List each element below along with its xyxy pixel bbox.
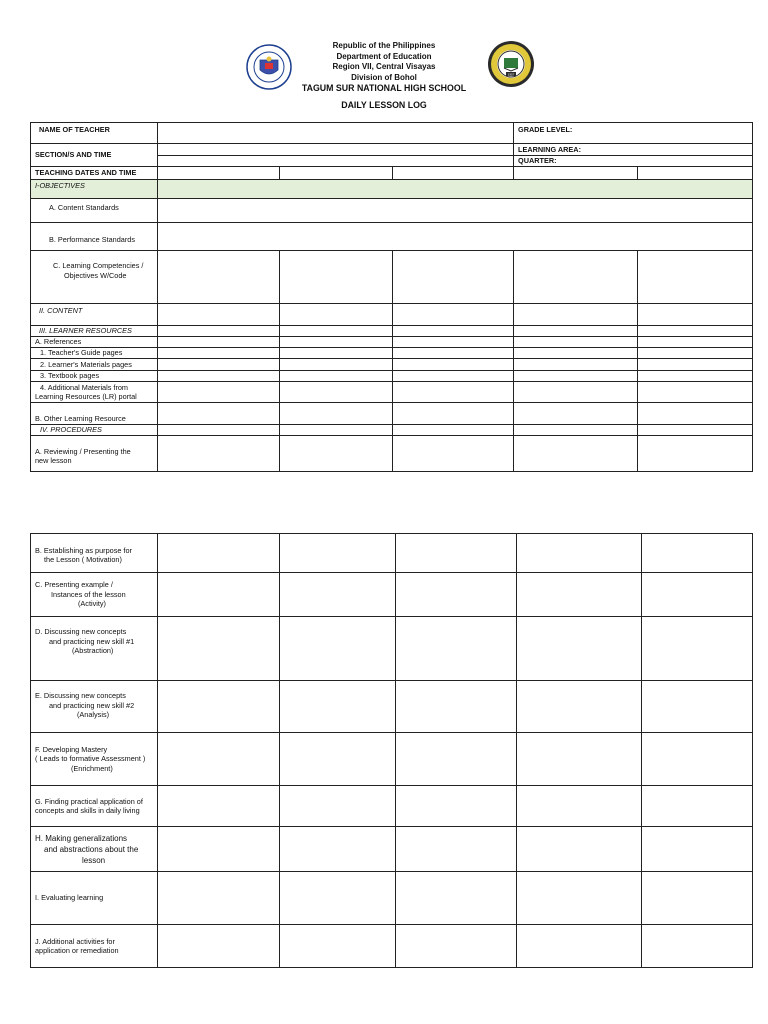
field-learners-materials[interactable] [158,359,280,371]
procedure-day-cell[interactable] [280,573,396,617]
procedure-day-cell[interactable] [517,534,642,573]
procedure-day-cell[interactable] [280,681,396,733]
date-cell-thursday[interactable] [514,167,638,180]
field-name-of-teacher[interactable] [158,123,514,144]
school-name: TAGUM SUR NATIONAL HIGH SCHOOL [301,83,467,93]
procedure-day-cell[interactable] [396,573,517,617]
field-additional-materials[interactable] [638,382,753,403]
field-content-standards[interactable] [158,199,753,223]
procedure-day-cell[interactable] [158,733,280,786]
procedure-day-cell[interactable] [396,925,517,968]
empty-cell [514,425,638,436]
field-competencies-thursday[interactable] [514,251,638,304]
field-content-wednesday[interactable] [393,304,514,326]
procedure-day-cell[interactable] [517,617,642,681]
label-grade-level: GRADE LEVEL: [514,123,753,144]
field-references[interactable] [280,337,393,348]
field-competencies-monday[interactable] [158,251,280,304]
procedure-label-line: (Activity) [78,599,106,609]
empty-cell [638,425,753,436]
label-references: A. References [31,337,158,348]
procedure-label [31,925,158,968]
field-other-resource[interactable] [638,403,753,425]
label-learners-materials: 2. Learner's Materials pages [31,359,158,371]
procedure-row [31,573,753,617]
procedure-row [31,872,753,925]
school-seal [487,40,535,88]
procedure-day-cell[interactable] [158,534,280,573]
field-textbook[interactable] [158,371,280,382]
procedure-day-cell[interactable] [158,872,280,925]
procedure-day-cell[interactable] [280,872,396,925]
header-line: Republic of the Philippines [332,41,436,50]
section-content: II. CONTENT [31,304,158,326]
field-reviewing[interactable] [158,435,280,471]
procedure-day-cell[interactable] [396,534,517,573]
procedure-label-line: ( Leads to formative Assessment ) [35,754,146,764]
label-learning-area: LEARNING AREA: [514,144,753,156]
date-cell-monday[interactable] [158,167,280,180]
reviewing-line-2: new lesson [35,456,72,465]
field-reviewing[interactable] [280,435,393,471]
field-additional-materials[interactable] [280,382,393,403]
objectives-band [158,180,753,199]
procedure-label [31,733,158,786]
procedure-label [31,786,158,827]
procedure-day-cell[interactable] [158,786,280,827]
empty-cell [280,326,393,337]
procedure-day-cell[interactable] [396,617,517,681]
procedure-label-line: C. Presenting example / [35,580,113,590]
procedure-day-cell[interactable] [642,534,753,573]
procedure-label [31,827,158,872]
field-content-tuesday[interactable] [280,304,393,326]
procedure-row [31,681,753,733]
field-references[interactable] [514,337,638,348]
procedure-day-cell[interactable] [517,872,642,925]
date-cell-wednesday[interactable] [393,167,514,180]
date-cell-tuesday[interactable] [280,167,393,180]
competencies-line-1: C. Learning Competencies / [53,261,144,270]
procedure-day-cell[interactable] [517,681,642,733]
procedure-label-line: J. Additional activities for [35,936,115,946]
field-competencies-friday[interactable] [638,251,753,304]
procedure-day-cell[interactable] [642,617,753,681]
section-procedures: IV. PROCEDURES [31,425,158,436]
procedure-row [31,827,753,872]
procedure-label [31,681,158,733]
field-textbook[interactable] [393,371,514,382]
field-reviewing[interactable] [638,435,753,471]
procedure-label-line: F. Developing Mastery [35,744,108,754]
field-content-thursday[interactable] [514,304,638,326]
procedure-label-line: (Analysis) [77,710,110,719]
field-content-monday[interactable] [158,304,280,326]
procedure-day-cell[interactable] [642,786,753,827]
field-references[interactable] [638,337,753,348]
field-other-resource[interactable] [393,403,514,425]
reviewing-line-1: A. Reviewing / Presenting the [35,446,131,456]
label-teaching-dates: TEACHING DATES AND TIME [31,167,158,180]
additional-line-2: Learning Resources (LR) portal [35,392,137,401]
field-learners-materials[interactable] [280,359,393,371]
procedure-label-line: and practicing new skill #1 [49,636,135,646]
field-teachers-guide[interactable] [393,348,514,359]
procedure-label-line: I. Evaluating learning [35,893,104,903]
field-performance-standards[interactable] [158,223,753,251]
procedure-day-cell[interactable] [517,573,642,617]
empty-cell [638,326,753,337]
header-line: Region VII, Central Visayas [332,62,436,71]
procedure-label-line: G. Finding practical application of [35,796,143,806]
field-additional-materials[interactable] [393,382,514,403]
section-learner-resources: III. LEARNER RESOURCES [31,326,158,337]
procedure-row [31,617,753,681]
procedure-day-cell[interactable] [642,925,753,968]
field-references[interactable] [393,337,514,348]
empty-cell [280,425,393,436]
section-objectives: I-OBJECTIVES [31,180,158,199]
procedure-day-cell[interactable] [642,872,753,925]
procedure-day-cell[interactable] [158,925,280,968]
field-teachers-guide[interactable] [514,348,638,359]
label-textbook: 3. Textbook pages [31,371,158,382]
field-other-resource[interactable] [514,403,638,425]
field-additional-materials[interactable] [514,382,638,403]
field-competencies-wednesday[interactable] [393,251,514,304]
date-cell-friday[interactable] [638,167,753,180]
procedure-day-cell[interactable] [280,925,396,968]
procedure-row [31,733,753,786]
label-additional-materials [31,382,158,403]
empty-cell [514,326,638,337]
label-other-resource: B. Other Learning Resource [31,403,158,425]
label-sections-time: SECTION/S AND TIME [31,144,158,167]
field-reviewing[interactable] [514,435,638,471]
procedure-day-cell[interactable] [280,733,396,786]
procedure-day-cell[interactable] [517,925,642,968]
procedure-day-cell[interactable] [280,534,396,573]
empty-cell [393,425,514,436]
procedure-row [31,925,753,968]
procedure-label-line: and practicing new skill #2 [49,700,135,710]
field-content-friday[interactable] [638,304,753,326]
procedure-day-cell[interactable] [642,733,753,786]
procedure-day-cell[interactable] [158,827,280,872]
procedure-label [31,534,158,573]
procedure-day-cell[interactable] [396,872,517,925]
field-additional-materials[interactable] [158,382,280,403]
field-teachers-guide[interactable] [638,348,753,359]
label-performance-standards: B. Performance Standards [31,223,158,251]
label-competencies [31,251,158,304]
procedure-label [31,617,158,681]
svg-text:1957: 1957 [507,72,515,77]
procedure-day-cell[interactable] [396,733,517,786]
additional-line-1: 4. Additional Materials from [40,382,129,392]
field-textbook[interactable] [638,371,753,382]
procedure-day-cell[interactable] [158,573,280,617]
procedure-label-line: H. Making generalizations [35,833,128,843]
field-learners-materials[interactable] [393,359,514,371]
field-teachers-guide[interactable] [280,348,393,359]
procedure-day-cell[interactable] [517,733,642,786]
field-references[interactable] [158,337,280,348]
competencies-line-2: Objectives W/Code [64,270,127,280]
procedure-day-cell[interactable] [642,573,753,617]
empty-cell [158,326,280,337]
procedure-label-line: Instances of the lesson [51,589,126,599]
procedure-label-line: B. Establishing as purpose for [35,545,132,555]
procedure-day-cell[interactable] [642,827,753,872]
procedure-label-line: application or remediation [35,946,119,955]
procedure-day-cell[interactable] [517,786,642,827]
label-name-of-teacher: NAME OF TEACHER [31,123,158,144]
field-sections-2[interactable] [158,156,514,167]
field-learners-materials[interactable] [638,359,753,371]
procedure-label [31,573,158,617]
procedure-day-cell[interactable] [642,681,753,733]
procedure-label-line: lesson [82,855,106,865]
header-line: Department of Education [336,51,432,61]
header-line: Division of Bohol [351,72,417,82]
procedure-label [31,872,158,925]
procedure-day-cell[interactable] [158,681,280,733]
procedure-day-cell[interactable] [280,786,396,827]
field-learners-materials[interactable] [514,359,638,371]
field-other-resource[interactable] [280,403,393,425]
procedure-label-line: (Abstraction) [72,646,114,655]
empty-cell [158,425,280,436]
label-teachers-guide: 1. Teacher's Guide pages [31,348,158,359]
deped-seal [246,44,292,90]
procedure-day-cell[interactable] [280,827,396,872]
field-sections-1[interactable] [158,144,514,156]
procedure-day-cell[interactable] [396,786,517,827]
label-content-standards: A. Content Standards [31,199,158,223]
field-textbook[interactable] [280,371,393,382]
procedure-day-cell[interactable] [396,681,517,733]
field-textbook[interactable] [514,371,638,382]
document-title: DAILY LESSON LOG [341,100,427,110]
procedure-day-cell[interactable] [396,827,517,872]
field-other-resource[interactable] [158,403,280,425]
procedure-day-cell[interactable] [517,827,642,872]
label-quarter: QUARTER: [514,156,753,167]
procedure-row [31,786,753,827]
procedure-label-line: and abstractions about the [44,844,139,854]
lesson-log-table-2 [30,533,753,968]
field-reviewing[interactable] [393,435,514,471]
label-reviewing [31,435,158,471]
procedure-row [31,534,753,573]
procedure-label-line: E. Discussing new concepts [35,691,126,700]
empty-cell [393,326,514,337]
procedure-day-cell[interactable] [158,617,280,681]
procedure-label-line: concepts and skills in daily living [35,806,140,815]
procedure-label-line: the Lesson ( Motivation) [44,555,122,564]
lesson-log-table-1 [30,122,753,472]
procedure-label-line: (Enrichment) [71,763,113,773]
procedure-label-line: D. Discussing new concepts [35,627,127,636]
procedure-day-cell[interactable] [280,617,396,681]
field-competencies-tuesday[interactable] [280,251,393,304]
document-header [300,41,468,111]
field-teachers-guide[interactable] [158,348,280,359]
